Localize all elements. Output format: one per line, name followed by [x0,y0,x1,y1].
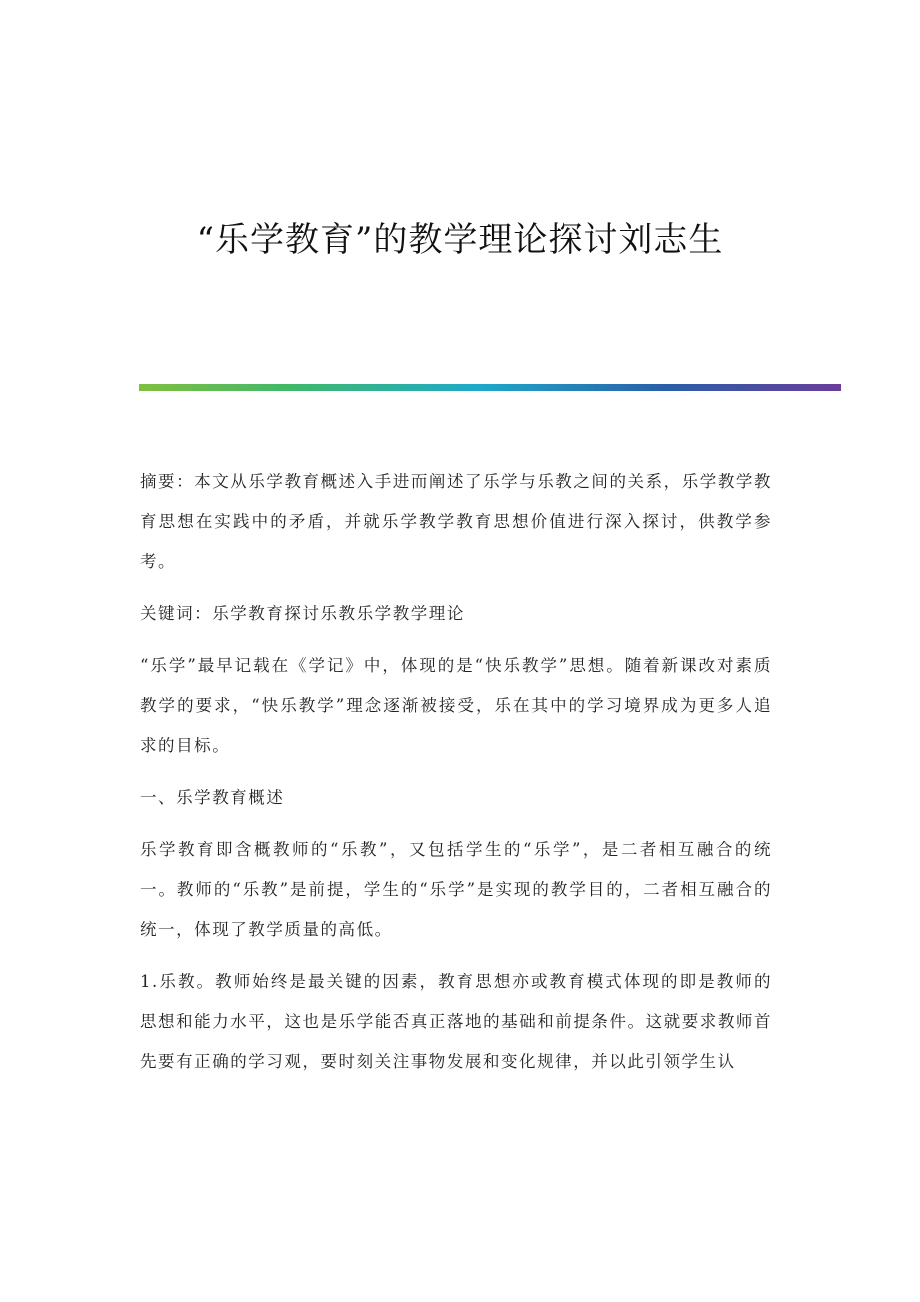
abstract-paragraph [140,462,772,582]
document-title: “乐学教育”的教学理论探讨刘志生 [196,220,724,260]
keywords-label: 关键词： [140,604,213,623]
keywords-paragraph [140,594,772,634]
section-heading: 一、乐学教育概述 [140,788,285,807]
document-body [140,462,772,1094]
keywords-text: 乐学教育探讨乐教乐学教学理论 [212,604,465,623]
title-divider-gradient [139,384,841,391]
abstract-text: 本文从乐学教育概述入手进而阐述了乐学与乐教之间的关系，乐学教学教育思想在实践中的矛盾，并就乐学教学教育思想价值进行深入探讨，供教学参考。 [140,472,772,571]
abstract-label: 摘要： [140,472,195,491]
subsection-paragraph: 1.乐教。教师始终是最关键的因素，教育思想亦或教育模式体现的即是教师的思想和能力水平，这也是乐学能否真正落地的基础和前提条件。这就要求教师首先要有正确的学习观，要时刻关注事物发展和变化规律，并以此引领学生认 [140,972,772,1071]
intro-paragraph: “乐学”最早记载在《学记》中，体现的是“快乐教学”思想。随着新课改对素质教学的要求，“快乐教学”理念逐渐被接受，乐在其中的学习境界成为更多人追求的目标。 [140,656,772,755]
section-paragraph: 乐学教育即含概教师的“乐教”，又包括学生的“乐学”，是二者相互融合的统一。教师的“乐教”是前提，学生的“乐学”是实现的教学目的，二者相互融合的统一，体现了教学质量的高低。 [140,840,772,939]
